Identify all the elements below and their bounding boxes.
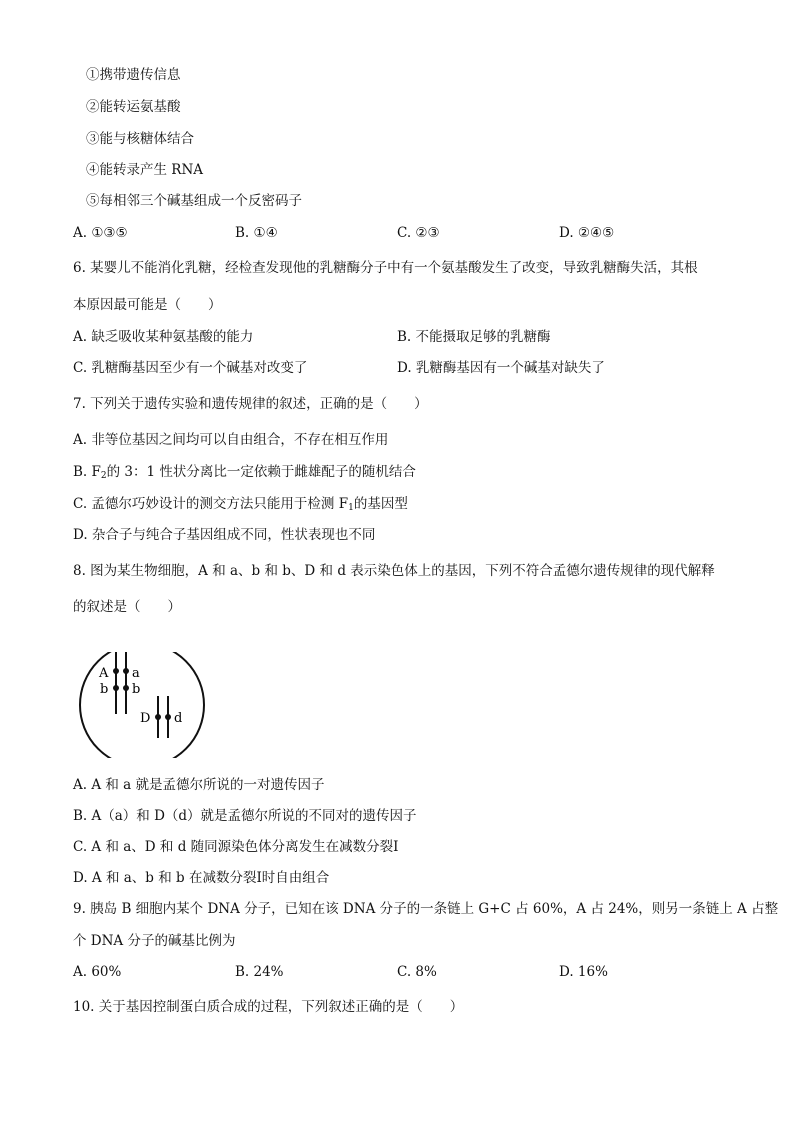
q7-option-c-prefix: C. 孟德尔巧妙设计的测交方法只能用于检测 F (73, 496, 349, 512)
q7-option-a[interactable]: A. 非等位基因之间均可以自由组合，不存在相互作用 (73, 432, 389, 448)
q7-option-c[interactable] (73, 495, 408, 513)
q7-option-b-prefix: B. F (73, 464, 101, 480)
gene-label-a: a (132, 666, 140, 681)
gene-locus (165, 714, 171, 720)
q9-option-d[interactable]: D. 16% (559, 964, 608, 980)
gene-locus (155, 714, 161, 720)
q9-option-c[interactable]: C. 8% (397, 964, 437, 980)
gene-locus (123, 685, 129, 691)
gene-locus (113, 668, 119, 674)
q5-item-3: ③能与核糖体结合 (86, 131, 194, 147)
q5-option-c[interactable]: C. ②③ (397, 225, 440, 241)
q5-options (73, 224, 733, 242)
q9-stem-line1: 9. 胰岛 B 细胞内某个 DNA 分子，已知在该 DNA 分子的一条链上 G+C 占 60%，A 占 24%，则另一条链上 A 占整 (73, 901, 779, 917)
gene-label-b-left: b (100, 682, 109, 697)
q6-option-c[interactable]: C. 乳糖酶基因至少有一个碱基对改变了 (73, 360, 308, 376)
q7-stem: 7. 下列关于遗传实验和遗传规律的叙述，正确的是（ ） (73, 396, 428, 412)
q6-options-row1 (73, 328, 733, 346)
q6-stem-line1: 6. 某婴儿不能消化乳糖，经检查发现他的乳糖酶分子中有一个氨基酸发生了改变，导致乳糖酶失活，其根 (73, 260, 698, 276)
q7-option-c-suffix: 的基因型 (353, 496, 408, 512)
q5-option-d[interactable]: D. ②④⑤ (559, 225, 615, 241)
q5-item-4: ④能转录产生 RNA (86, 162, 204, 178)
gene-label-b-right: b (132, 682, 141, 697)
q7-option-b[interactable] (73, 463, 416, 481)
q7-option-d[interactable]: D. 杂合子与纯合子基因组成不同，性状表现也不同 (73, 527, 376, 543)
q8-stem-line1: 8. 图为某生物细胞，A 和 a、b 和 b、D 和 d 表示染色体上的基因，下列不符合孟德尔遗传规律的现代解释 (73, 563, 715, 579)
gene-label-d: d (174, 711, 183, 726)
q5-option-a[interactable]: A. ①③⑤ (73, 225, 128, 241)
gene-locus (123, 668, 129, 674)
q9-option-a[interactable]: A. 60% (73, 964, 122, 980)
q6-option-b[interactable]: B. 不能摄取足够的乳糖酶 (397, 329, 551, 345)
q5-option-b[interactable]: B. ①④ (235, 225, 278, 241)
q6-stem-line2: 本原因最可能是（ ） (73, 297, 222, 313)
q6-option-a[interactable]: A. 缺乏吸收某种氨基酸的能力 (73, 329, 254, 345)
q8-option-c[interactable]: C. A 和 a、D 和 d 随同源染色体分离发生在减数分裂Ⅰ (73, 839, 399, 855)
gene-locus (113, 685, 119, 691)
q5-item-2: ②能转运氨基酸 (86, 99, 181, 115)
q8-option-b[interactable]: B. A（a）和 D（d）就是孟德尔所说的不同对的遗传因子 (73, 808, 417, 824)
q5-item-5: ⑤每相邻三个碱基组成一个反密码子 (86, 193, 302, 209)
q5-item-1: ①携带遗传信息 (86, 67, 181, 83)
q9-options (73, 963, 733, 981)
q9-stem-line2: 个 DNA 分子的碱基比例为 (73, 933, 236, 949)
q8-option-d[interactable]: D. A 和 a、b 和 b 在减数分裂Ⅰ时自由组合 (73, 870, 330, 886)
q9-option-b[interactable]: B. 24% (235, 964, 284, 980)
q7-option-c-subscript: 1 (348, 503, 354, 513)
q6-options-row2 (73, 359, 733, 377)
q7-option-b-subscript: 2 (100, 471, 107, 481)
q8-option-a[interactable]: A. A 和 a 就是孟德尔所说的一对遗传因子 (73, 777, 325, 793)
q8-stem-line2: 的叙述是（ ） (73, 599, 181, 615)
gene-label-A: A (99, 666, 109, 681)
cell-chromosome-diagram (78, 652, 208, 758)
q6-option-d[interactable]: D. 乳糖酶基因有一个碱基对缺失了 (397, 360, 605, 376)
gene-label-D: D (140, 711, 151, 726)
q7-option-b-suffix: 的 3：1 性状分离比一定依赖于雌雄配子的随机结合 (106, 464, 416, 480)
q10-stem: 10. 关于基因控制蛋白质合成的过程，下列叙述正确的是（ ） (73, 999, 464, 1015)
